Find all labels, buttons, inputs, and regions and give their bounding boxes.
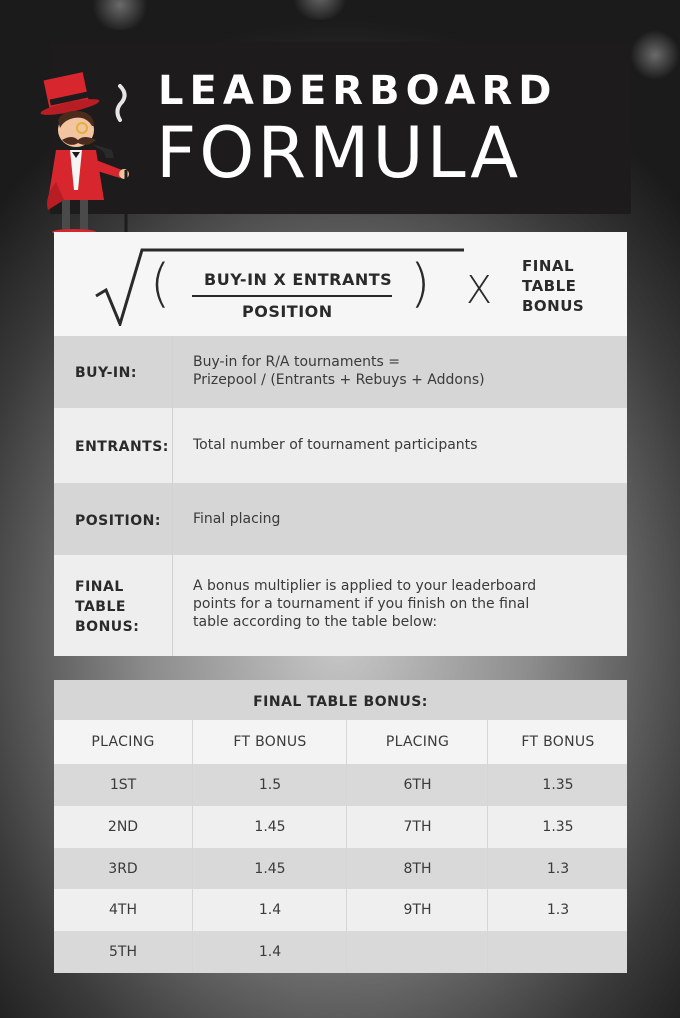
table-cell (54, 848, 192, 890)
column-header-text: FT BONUS (521, 734, 595, 750)
table-row (54, 806, 627, 848)
table-row (54, 889, 627, 931)
definition-text-line: Final placing (193, 511, 281, 527)
table-cell-text: 6TH (403, 777, 432, 793)
table-cell (54, 931, 192, 973)
table-cell-text: 1.4 (258, 902, 282, 919)
column-header (192, 720, 347, 764)
definition-label-cell (54, 555, 173, 656)
definition-text-line: Buy-in for R/A tournaments = (193, 354, 400, 370)
table-cell (346, 764, 488, 806)
table-cell (346, 806, 488, 848)
title-leaderboard: LEADERBOARD (158, 68, 558, 114)
table-cell (487, 889, 628, 931)
definition-label: POSITION: (75, 513, 161, 529)
formula-denominator: POSITION (242, 302, 333, 321)
bonus-term-line: TABLE (522, 277, 577, 295)
ringmaster-mascot-illustration (34, 50, 144, 235)
bonus-table-title: FINAL TABLE BONUS: (54, 680, 627, 720)
definition-row-position (54, 483, 627, 555)
definition-label-line: FINAL (75, 579, 124, 595)
table-cell (54, 764, 192, 806)
table-cell (487, 931, 628, 973)
final-table-bonus-table (54, 680, 627, 973)
table-cell-text: 1.3 (546, 860, 570, 877)
table-cell-text: 3RD (108, 860, 138, 877)
table-cell (192, 806, 347, 848)
column-header-text: FT BONUS (233, 734, 307, 750)
table-cell-text: 4TH (109, 902, 137, 919)
column-header-text: PLACING (385, 734, 450, 750)
table-cell-text: 1.45 (254, 818, 286, 835)
table-cell (346, 931, 488, 973)
spotlight-glow-left (90, 0, 150, 30)
table-cell (487, 764, 628, 806)
definition-label-cell (54, 483, 173, 555)
definition-text-line: table according to the table below: (193, 614, 438, 630)
table-row (54, 931, 627, 973)
table-cell-text: 1.3 (546, 902, 570, 919)
table-cell-text: 7TH (403, 818, 432, 835)
definition-text (193, 436, 477, 454)
bonus-term-line: BONUS (522, 297, 585, 315)
table-cell-text: 2ND (107, 818, 139, 835)
definition-label-line: TABLE (75, 599, 126, 615)
definition-text-line: Total number of tournament participants (193, 437, 478, 453)
table-row (54, 764, 627, 806)
definition-label: ENTRANTS: (75, 439, 169, 455)
final-table-bonus-term (522, 256, 584, 316)
definition-label (75, 577, 139, 637)
column-header (487, 720, 628, 764)
table-cell (54, 889, 192, 931)
table-cell-text: 8TH (403, 860, 432, 877)
spotlight-glow-right (630, 30, 680, 80)
definition-label-cell (54, 336, 173, 408)
definition-text-line: points for a tournament if you finish on the final (193, 596, 530, 612)
column-header (54, 720, 192, 764)
table-cell (487, 806, 628, 848)
table-cell (192, 848, 347, 890)
definition-row-final-table-bonus (54, 555, 627, 656)
table-cell-text: 1ST (109, 777, 137, 793)
definition-label-cell (54, 408, 173, 483)
table-row (54, 848, 627, 890)
right-parenthesis: ) (410, 254, 431, 314)
table-cell (192, 931, 347, 973)
definition-text-line: Prizepool / (Entrants + Rebuys + Addons) (193, 372, 485, 388)
title-formula: FORMULA (156, 112, 522, 194)
table-cell-text: 1.5 (258, 777, 282, 793)
table-cell-text: 1.35 (542, 818, 574, 835)
table-cell (192, 764, 347, 806)
definition-row-entrants (54, 408, 627, 483)
table-cell (346, 848, 488, 890)
table-cell (487, 848, 628, 890)
formula-numerator: BUY-IN X ENTRANTS (204, 270, 393, 289)
definition-text-line: A bonus multiplier is applied to your leaderboard (193, 578, 537, 594)
bonus-term-line: FINAL (522, 257, 575, 275)
table-cell (346, 889, 488, 931)
definition-label-line: BONUS: (75, 619, 140, 635)
bonus-table-header-row (54, 720, 627, 764)
definition-row-buy-in (54, 336, 627, 408)
definition-text (193, 353, 485, 389)
spotlight-glow-center (290, 0, 350, 20)
column-header (346, 720, 488, 764)
formula-card (54, 232, 627, 656)
formula-equation (54, 232, 627, 336)
left-parenthesis: ( (150, 254, 171, 314)
table-cell-text: 1.4 (258, 944, 282, 961)
column-header-text: PLACING (91, 734, 155, 750)
table-cell (54, 806, 192, 848)
table-cell (192, 889, 347, 931)
definition-text (193, 510, 280, 528)
fraction-bar (192, 295, 392, 297)
table-cell-text: 5TH (109, 944, 137, 961)
table-cell-text: 1.35 (542, 777, 574, 793)
multiply-sign: X (466, 268, 493, 312)
definition-label: BUY-IN: (75, 365, 137, 381)
table-cell-text: 1.45 (254, 860, 286, 877)
definition-text (193, 577, 536, 631)
table-cell-text: 9TH (403, 902, 432, 919)
